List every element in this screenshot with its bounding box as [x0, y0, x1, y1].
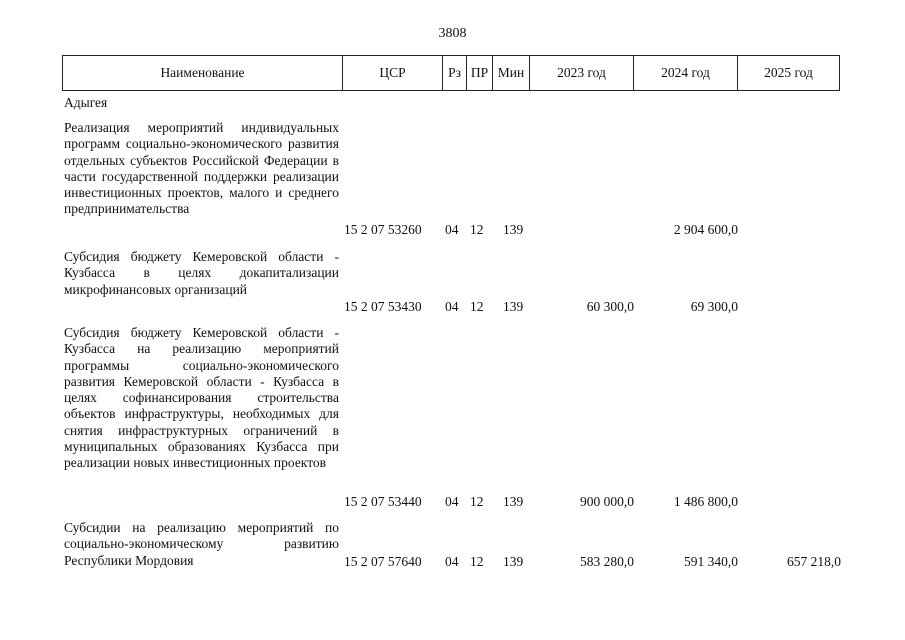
row-min: 139 — [503, 494, 524, 509]
header-2024: 2024 год — [634, 56, 738, 90]
row-csr: 15 2 07 57640 — [344, 554, 422, 569]
row-pr: 12 — [470, 554, 484, 569]
header-2023: 2023 год — [530, 56, 634, 90]
header-pr: ПР — [467, 56, 493, 90]
row-csr: 15 2 07 53440 — [344, 494, 422, 509]
row-pr: 12 — [470, 299, 484, 314]
row-2023: 900 000,0 — [580, 494, 634, 509]
row-2023: 60 300,0 — [586, 299, 634, 314]
row-2025: 657 218,0 — [787, 554, 841, 569]
row-csr: 15 2 07 53430 — [344, 299, 422, 314]
row-csr: 15 2 07 53260 — [344, 222, 422, 237]
row-name: Реализация мероприятий индивидуальных программ социально-экономического развития отдельных субъектов Российской Федерации в части государственной поддержки реализации инвестиционных проектов, малого и среднего предпринимательства — [64, 120, 339, 217]
row-min: 139 — [503, 554, 524, 569]
row-2024: 69 300,0 — [690, 299, 738, 314]
row-rz: 04 — [445, 554, 459, 569]
row-min: 139 — [503, 222, 524, 237]
table-header — [62, 55, 840, 91]
row-pr: 12 — [470, 222, 484, 237]
header-min: Мин — [493, 56, 530, 90]
row-rz: 04 — [445, 222, 459, 237]
row-name: Субсидия бюджету Кемеровской области - Кузбасса на реализацию мероприятий программы социально-экономического развития Кемеровской области - Кузбасса в целях софинансирования строительства объектов инфраструктуры, необходимых для снятия инфраструктурных ограничений в муниципальных образованиях Кузбасса при реализации новых инвестиционных проектов — [64, 325, 339, 471]
header-rz: Рз — [443, 56, 467, 90]
row-2024: 591 340,0 — [684, 554, 738, 569]
row-2023: 583 280,0 — [580, 554, 634, 569]
row-pr: 12 — [470, 494, 484, 509]
row-2024: 2 904 600,0 — [673, 222, 738, 237]
row-name: Субсидия бюджету Кемеровской области - Кузбасса в целях докапитализации микрофинансовых организаций — [64, 249, 339, 297]
header-name: Наименование — [63, 56, 343, 90]
row-min: 139 — [503, 299, 524, 314]
header-2025: 2025 год — [764, 65, 813, 80]
page-number: 3808 — [438, 26, 467, 41]
row-rz: 04 — [445, 494, 459, 509]
row-2024: 1 486 800,0 — [673, 494, 738, 509]
header-csr: ЦСР — [343, 56, 443, 90]
continuation-text: Адыгея — [64, 95, 108, 110]
row-rz: 04 — [445, 299, 459, 314]
row-name: Субсидии на реализацию мероприятий по социально-экономическому развитию Республики Мордовия — [64, 520, 339, 568]
